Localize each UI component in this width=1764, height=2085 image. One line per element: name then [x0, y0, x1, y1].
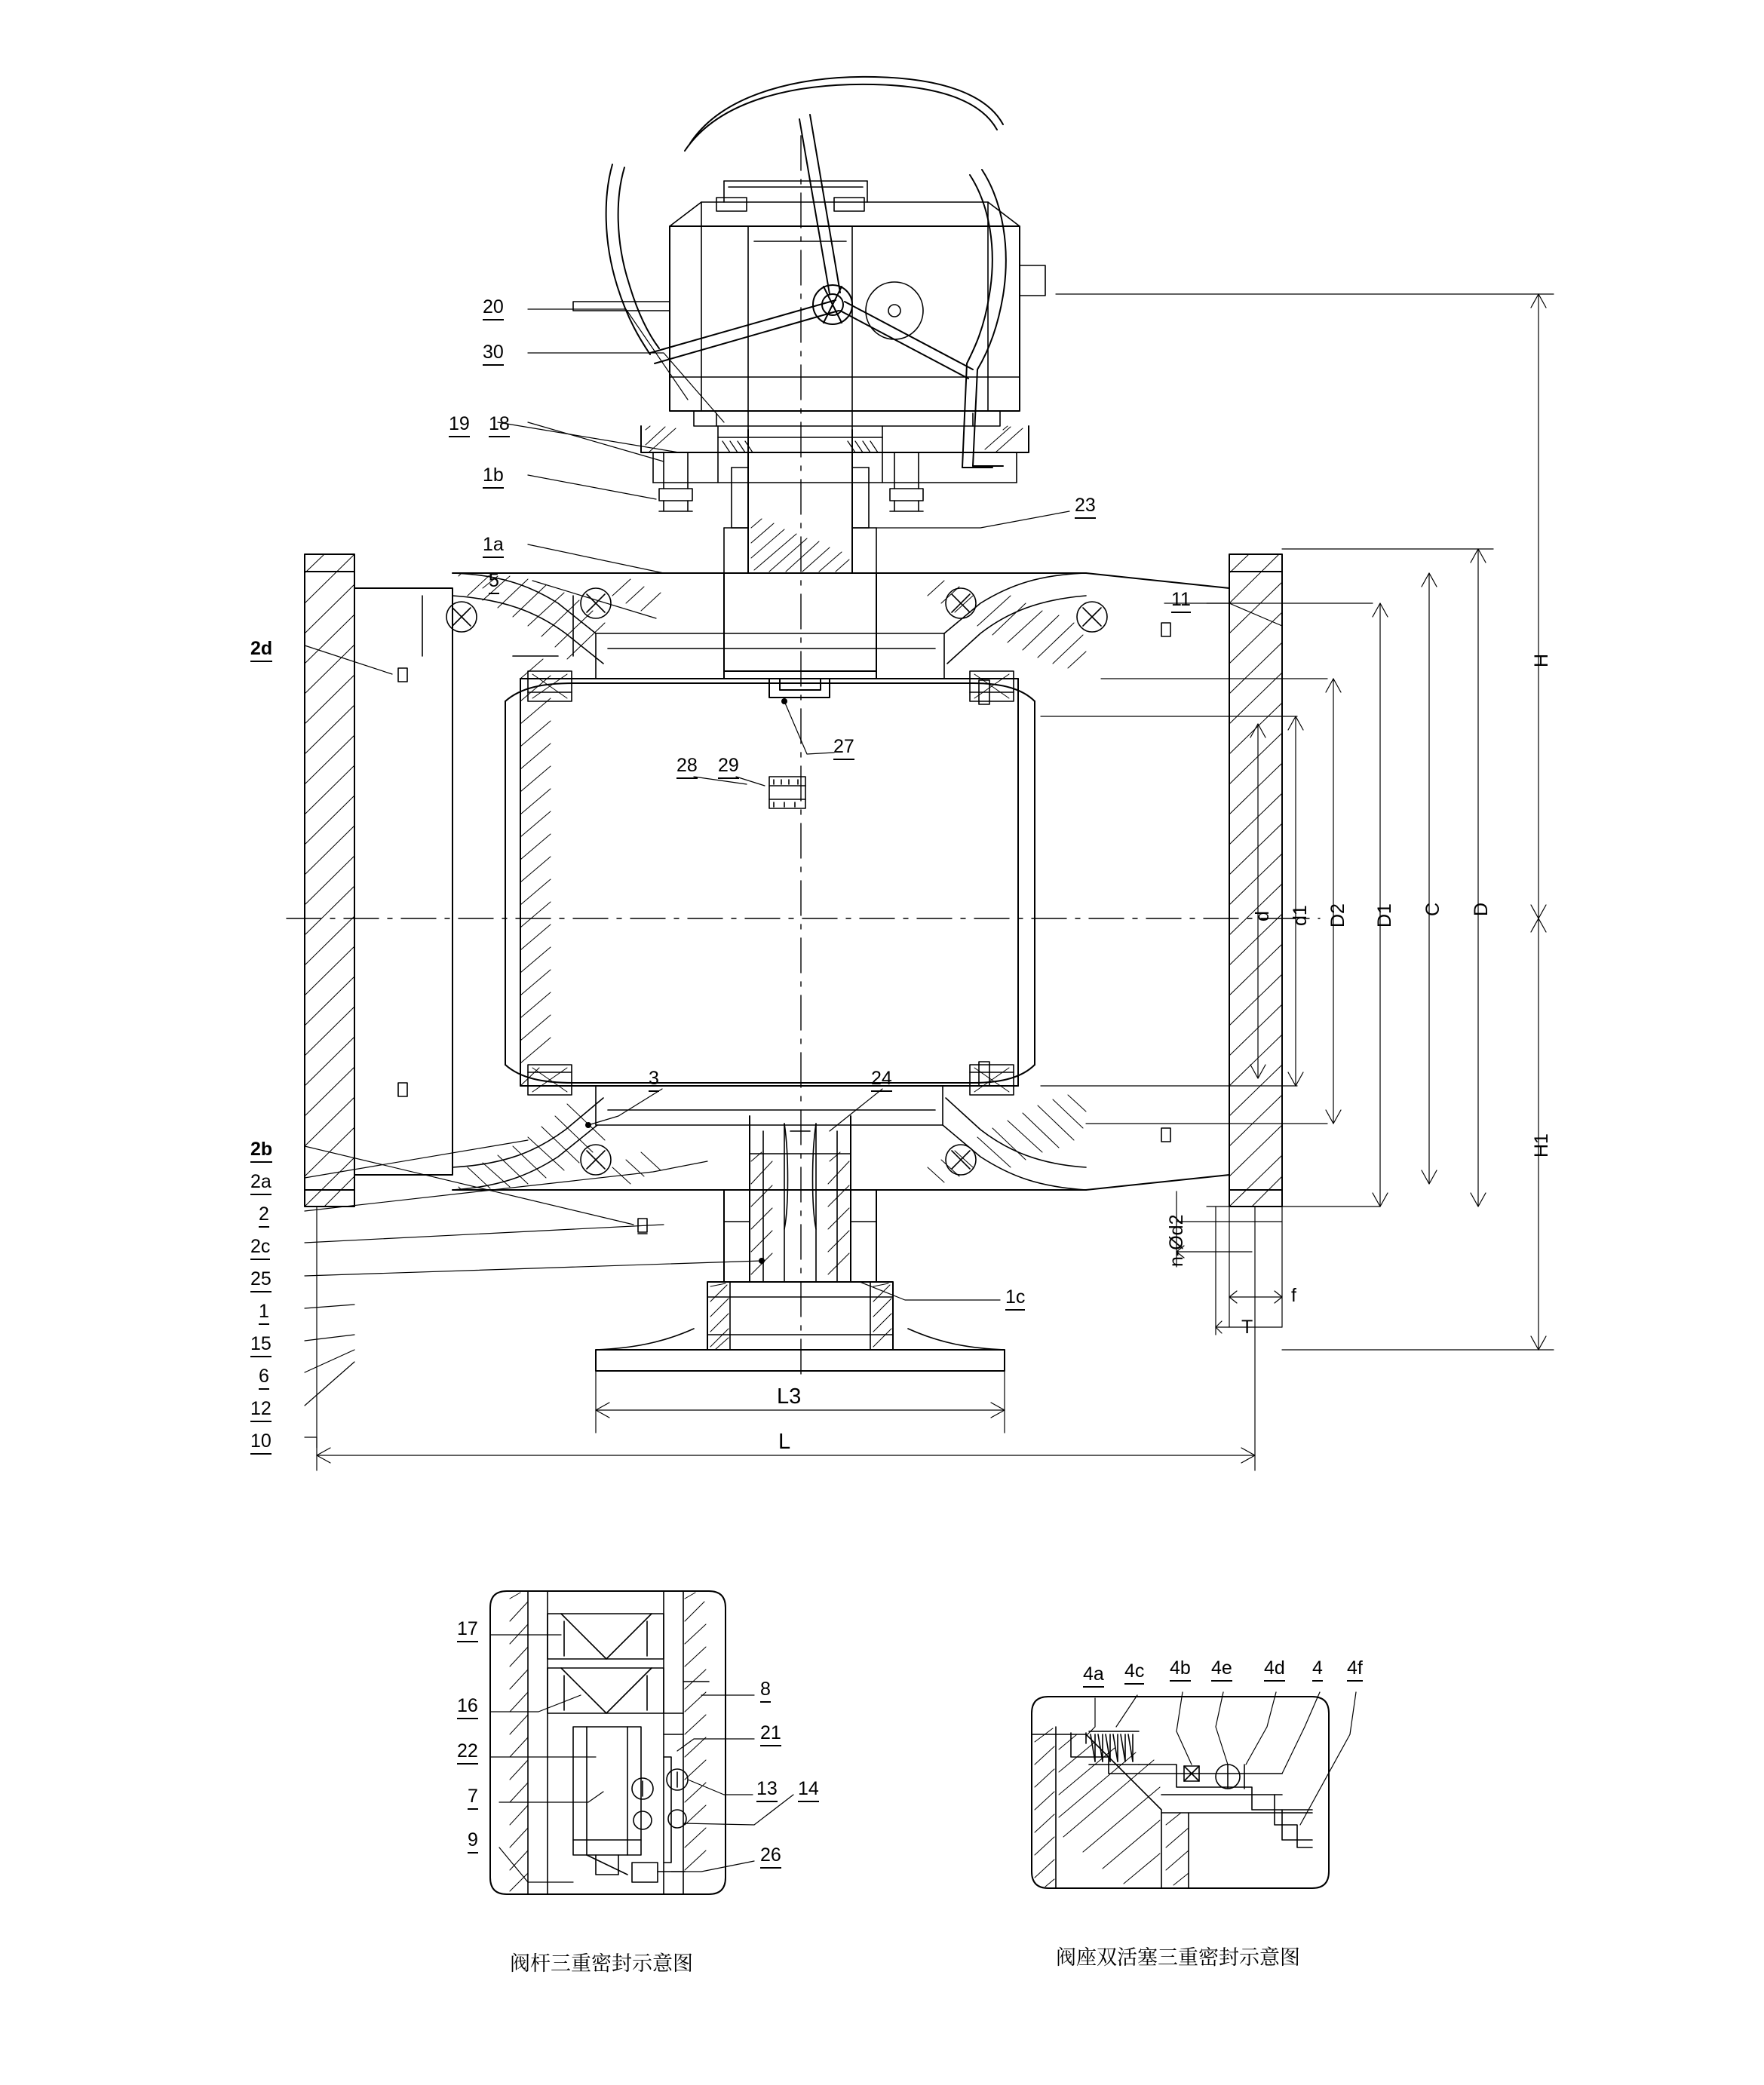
callout-18: 18: [489, 415, 510, 437]
callout-27: 27: [833, 737, 854, 760]
dim-L: L: [778, 1430, 791, 1454]
handwheel: [606, 77, 1006, 468]
callout-25: 25: [250, 1270, 272, 1292]
callout-10: 10: [250, 1432, 272, 1455]
detail-stem-caption: 阀杆三重密封示意图: [510, 1952, 693, 1975]
detail-callout-14: 14: [798, 1780, 819, 1802]
callout-12: 12: [250, 1400, 272, 1422]
dim-f: f: [1291, 1285, 1296, 1306]
dim-d: d: [1252, 911, 1273, 921]
detail-callout-13: 13: [756, 1780, 778, 1802]
callout-1b: 1b: [483, 466, 504, 489]
callout-24: 24: [871, 1069, 892, 1092]
dim-C: C: [1422, 902, 1443, 916]
dimension-flange: [1177, 1191, 1282, 1338]
detail-seat-geometry: [1032, 1727, 1312, 1888]
callout-6: 6: [259, 1367, 269, 1390]
detail-callout-4c: 4c: [1124, 1662, 1144, 1685]
section-hatching: [305, 426, 1282, 1207]
detail-callout-16: 16: [457, 1697, 478, 1719]
callout-28: 28: [676, 756, 698, 779]
upper-chamber: [513, 633, 944, 1125]
callout-2c: 2c: [250, 1237, 270, 1260]
callout-20: 20: [483, 298, 504, 320]
detail-callout-4b: 4b: [1170, 1659, 1191, 1682]
dim-d1: d1: [1290, 905, 1311, 926]
detail-callout-26: 26: [760, 1846, 781, 1869]
bonnet-flange: [641, 426, 1029, 573]
dim-L3: L3: [777, 1384, 802, 1409]
dim-D: D: [1471, 902, 1492, 916]
nameplate: [769, 777, 805, 808]
valve-seats: [528, 671, 1014, 1095]
dimension-lines-right: [1041, 294, 1554, 1350]
callout-15: 15: [250, 1335, 272, 1357]
callout-2d: 2d: [250, 639, 272, 662]
callout-1: 1: [259, 1302, 269, 1325]
detail-seat-leaders: [1086, 1692, 1356, 1825]
callout-30: 30: [483, 343, 504, 366]
dim-D2: D2: [1327, 903, 1348, 928]
leader-lines-left: [305, 309, 1282, 1448]
dim-H: H: [1531, 653, 1552, 667]
detail-callout-9: 9: [468, 1831, 478, 1854]
gear-actuator: [573, 181, 1045, 430]
callout-2: 2: [259, 1205, 269, 1228]
callout-2b: 2b: [250, 1140, 272, 1163]
dim-H1: H1: [1531, 1133, 1552, 1157]
detail-callout-21: 21: [760, 1724, 781, 1746]
detail-callout-4e: 4e: [1211, 1659, 1232, 1682]
callout-3: 3: [649, 1069, 659, 1092]
detail-callout-22: 22: [457, 1742, 478, 1765]
ball-and-cavity: [505, 573, 1035, 1086]
detail-stem-geometry: [510, 1591, 709, 1894]
callout-5: 5: [489, 572, 499, 594]
detail-callout-8: 8: [760, 1680, 771, 1703]
callout-23: 23: [1075, 496, 1096, 519]
callout-29: 29: [718, 756, 739, 779]
bottom-stem-assembly: [596, 1116, 1005, 1371]
callout-11: 11: [1171, 590, 1191, 613]
detail-stem-frame: [490, 1591, 726, 1894]
callout-2a: 2a: [250, 1173, 272, 1195]
valve-body: [305, 554, 1282, 1207]
callout-19: 19: [449, 415, 470, 437]
center-axis: [287, 136, 1320, 1380]
detail-callout-4d: 4d: [1264, 1659, 1285, 1682]
callout-1c: 1c: [1005, 1288, 1025, 1311]
dim-n-d2: n-Ød2: [1166, 1214, 1187, 1267]
detail-seat-caption: 阀座双活塞三重密封示意图: [1056, 1946, 1300, 1969]
detail-callout-7: 7: [468, 1787, 478, 1810]
detail-callout-4: 4: [1312, 1659, 1323, 1682]
dim-T: T: [1241, 1317, 1253, 1338]
detail-callout-4a: 4a: [1083, 1665, 1104, 1688]
detail-stem-leaders: [490, 1635, 793, 1882]
dim-D1: D1: [1374, 903, 1395, 928]
body-bolts: [422, 588, 1107, 1175]
detail-callout-17: 17: [457, 1620, 478, 1642]
detail-callout-4f: 4f: [1347, 1659, 1363, 1682]
callout-1a: 1a: [483, 535, 504, 558]
detail-seat-frame: [1032, 1697, 1329, 1888]
